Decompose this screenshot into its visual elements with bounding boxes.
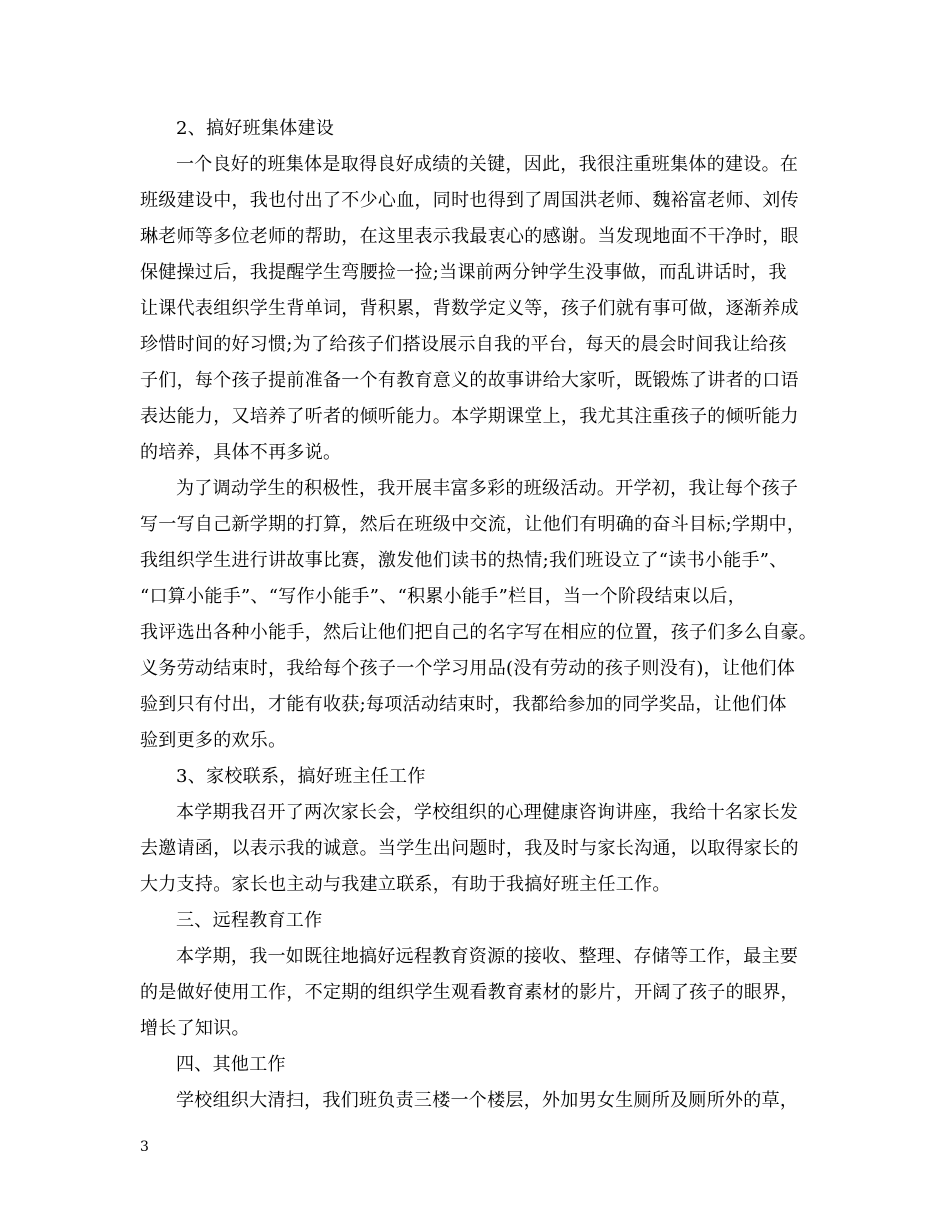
paragraph-line: 义务劳动结束时，我给每个孩子一个学习用品(没有劳动的孩子则没有)，让他们体 [140, 658, 796, 679]
paragraph-line: 验到更多的欢乐。 [140, 730, 287, 751]
paragraph-line: 本学期，我一如既往地搞好远程教育资源的接收、整理、存储等工作，最主要 [176, 946, 799, 967]
paragraph-line: 增长了知识。 [140, 1018, 250, 1039]
paragraph-line: 子们，每个孩子提前准备一个有教育意义的故事讲给大家听，既锻炼了讲者的口语 [140, 370, 799, 391]
paragraph-line: 保健操过后，我提醒学生弯腰捡一捡;当课前两分钟学生没事做，而乱讲话时，我 [140, 262, 787, 283]
paragraph-line: 一个良好的班集体是取得良好成绩的关键，因此，我很注重班集体的建设。在 [176, 154, 799, 175]
page-number: 3 [140, 1139, 149, 1155]
paragraph-line: 表达能力，又培养了听者的倾听能力。本学期课堂上，我尤其注重孩子的倾听能力 [140, 406, 799, 427]
paragraph-line: 去邀请函，以表示我的诚意。当学生出问题时，我及时与家长沟通，以取得家长的 [140, 838, 799, 859]
paragraph-line: 验到只有付出，才能有收获;每项活动结束时，我都给参加的同学奖品，让他们体 [140, 694, 787, 715]
section-heading: 2、搞好班集体建设 [176, 118, 335, 139]
paragraph-line: “口算小能手”、“写作小能手”、“积累小能手”栏目，当一个阶段结束以后， [140, 586, 747, 607]
paragraph-line: 我评选出各种小能手，然后让他们把自己的名字写在相应的位置，孩子们多么自豪。 [140, 622, 818, 643]
paragraph-line: 让课代表组织学生背单词，背积累，背数学定义等，孩子们就有事可做，逐渐养成 [140, 298, 799, 319]
paragraph-line: 为了调动学生的积极性，我开展丰富多彩的班级活动。开学初，我让每个孩子 [176, 478, 799, 499]
section-heading: 四、其他工作 [176, 1054, 286, 1075]
paragraph-line: 琳老师等多位老师的帮助，在这里表示我最衷心的感谢。当发现地面不干净时，眼 [140, 226, 799, 247]
paragraph-line: 学校组织大清扫，我们班负责三楼一个楼层，外加男女生厕所及厕所外的草， [176, 1090, 799, 1111]
paragraph-line: 的是做好使用工作，不定期的组织学生观看教育素材的影片，开阔了孩子的眼界， [140, 982, 799, 1003]
section-heading: 3、家校联系，搞好班主任工作 [176, 766, 426, 787]
paragraph-line: 我组织学生进行讲故事比赛，激发他们读书的热情;我们班设立了“读书小能手”、 [140, 550, 788, 571]
paragraph-line: 大力支持。家长也主动与我建立联系，有助于我搞好班主任工作。 [140, 874, 671, 895]
paragraph-line: 班级建设中，我也付出了不少心血，同时也得到了周国洪老师、魏裕富老师、刘传 [140, 190, 799, 211]
paragraph-line: 珍惜时间的好习惯;为了给孩子们搭设展示自我的平台，每天的晨会时间我让给孩 [140, 334, 787, 355]
paragraph-line: 写一写自己新学期的打算，然后在班级中交流，让他们有明确的奋斗目标;学期中， [140, 514, 806, 535]
paragraph-line: 本学期我召开了两次家长会，学校组织的心理健康咨询讲座，我给十名家长发 [176, 802, 799, 823]
paragraph-line: 的培养，具体不再多说。 [140, 442, 342, 463]
section-heading: 三、远程教育工作 [176, 910, 323, 931]
